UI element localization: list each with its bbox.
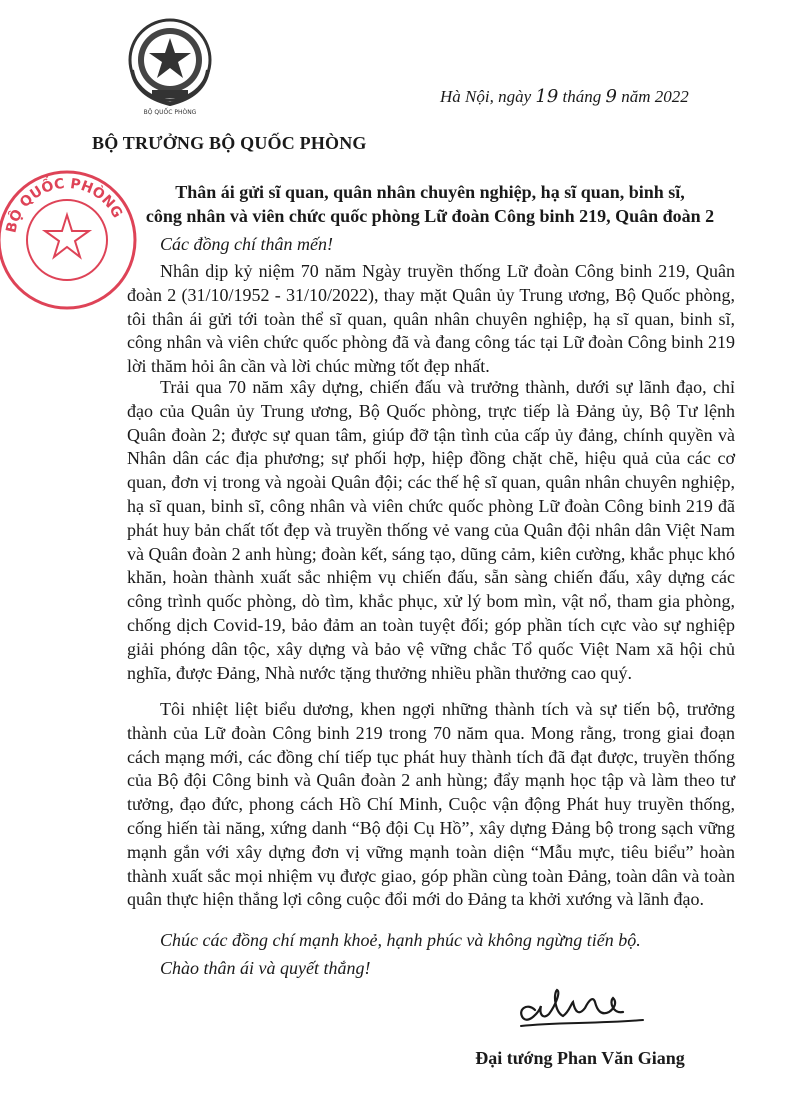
- signer-name: Đại tướng Phan Văn Giang: [475, 1048, 685, 1068]
- date-month: 9: [605, 86, 617, 107]
- date-prefix: Hà Nội, ngày: [440, 87, 536, 106]
- sender-title: BỘ TRƯỞNG BỘ QUỐC PHÒNG: [92, 133, 367, 153]
- letter-subject: [130, 180, 730, 228]
- paragraph-3: Tôi nhiệt liệt biểu dương, khen ngợi những thành tích và sự tiến bộ, trưởng thành của Lữ đoàn Công binh 219 trong 70 năm qua. Mong rằng, trong giai đoạn cách mạng mới, các đồng chí tiếp tục phát huy thành tích đã đạt được, truyền thống của Bộ đội Công binh và Quân đoàn 2 anh hùng; đẩy mạnh học tập và làm theo tư tưởng, đạo đức, phong cách Hồ Chí Minh, Cuộc vận động Phát huy truyền thống, cống hiến tài năng, xứng danh “Bộ đội Cụ Hồ”, xây dựng Đảng bộ trong sạch vững mạnh gắn với xây dựng đơn vị vững mạnh toàn diện “Mẫu mực, tiêu biểu” hoàn thành xuất sắc mọi nhiệm vụ được giao, góp phần cùng toàn Đảng, toàn dân và toàn quân thực hiện thắng lợi công cuộc đổi mới do Đảng ta khởi xướng và lãnh đạo.: [127, 699, 735, 910]
- closing-salute: Chào thân ái và quyết thắng!: [160, 958, 371, 978]
- date-year: năm 2022: [616, 87, 689, 106]
- greeting: Các đồng chí thân mến!: [160, 234, 333, 254]
- paragraph-2: Trải qua 70 năm xây dựng, chiến đấu và trưởng thành, dưới sự lãnh đạo, chỉ đạo của Quân ủy Trung ương, Bộ Quốc phòng, trực tiếp là Đảng ủy, Bộ Tư lệnh Quân đoàn 2; được sự quan tâm, giúp đỡ tận tình của cấp ủy đảng, chính quyền và Nhân dân các địa phương; sự phối hợp, hiệp đồng chặt chẽ, hiệu quả của các cơ quan, đơn vị trong và ngoài Quân đội; các thế hệ sĩ quan, quân nhân chuyên nghiệp, hạ sĩ quan, binh sĩ, công nhân và viên chức quốc phòng Lữ đoàn Công binh 219 đã phát huy bản chất tốt đẹp và truyền thống vẻ vang của Quân đội nhân dân Việt Nam và Quân đoàn 2 anh hùng; đoàn kết, sáng tạo, dũng cảm, kiên cường, khắc phục khó khăn, hoàn thành xuất sắc nhiệm vụ chiến đấu, sẵn sàng chiến đấu, xây dựng các công trình quốc phòng, dò tìm, khắc phục, xử lý bom mìn, vật nổ, tham gia phòng, chống dịch Covid-19, bảo đảm an toàn tuyệt đối; góp phần tích cực vào sự nghiệp giải phóng dân tộc, xây dựng và bảo vệ vững chắc Tổ quốc Việt Nam xã hội chủ nghĩa, được Đảng, Nhà nước tặng thưởng nhiều phần thưởng cao quý.: [127, 377, 735, 683]
- closing-wish: Chúc các đồng chí mạnh khoẻ, hạnh phúc và không ngừng tiến bộ.: [160, 930, 641, 950]
- date-month-word: tháng: [558, 87, 606, 106]
- stamp-text: BỘ QUỐC PHÒNG: [3, 175, 126, 235]
- emblem-caption: BỘ QUỐC PHÒNG: [143, 109, 197, 116]
- official-stamp: [0, 165, 142, 315]
- signature: [505, 972, 655, 1032]
- subject-line-1: Thân ái gửi sĩ quan, quân nhân chuyên nghiệp, hạ sĩ quan, binh sĩ,: [175, 182, 685, 202]
- subject-line-2: công nhân và viên chức quốc phòng Lữ đoàn Công binh 219, Quân đoàn 2: [145, 206, 715, 226]
- date-day: 19: [535, 86, 559, 107]
- paragraph-1: Nhân dịp kỷ niệm 70 năm Ngày truyền thống Lữ đoàn Công binh 219, Quân đoàn 2 (31/10/1952 - 31/10/2022), thay mặt Quân ủy Trung ương, Bộ Quốc phòng, tôi thân ái gửi tới toàn thể sĩ quan, quân nhân chuyên nghiệp, hạ sĩ quan, binh sĩ, công nhân và viên chức quốc phòng đã và đang công tác tại Lữ đoàn Công binh 219 lời thăm hỏi ân cần và lời chúc mừng tốt đẹp nhất.: [127, 261, 735, 377]
- date-line: [440, 86, 760, 107]
- national-emblem: [118, 10, 222, 120]
